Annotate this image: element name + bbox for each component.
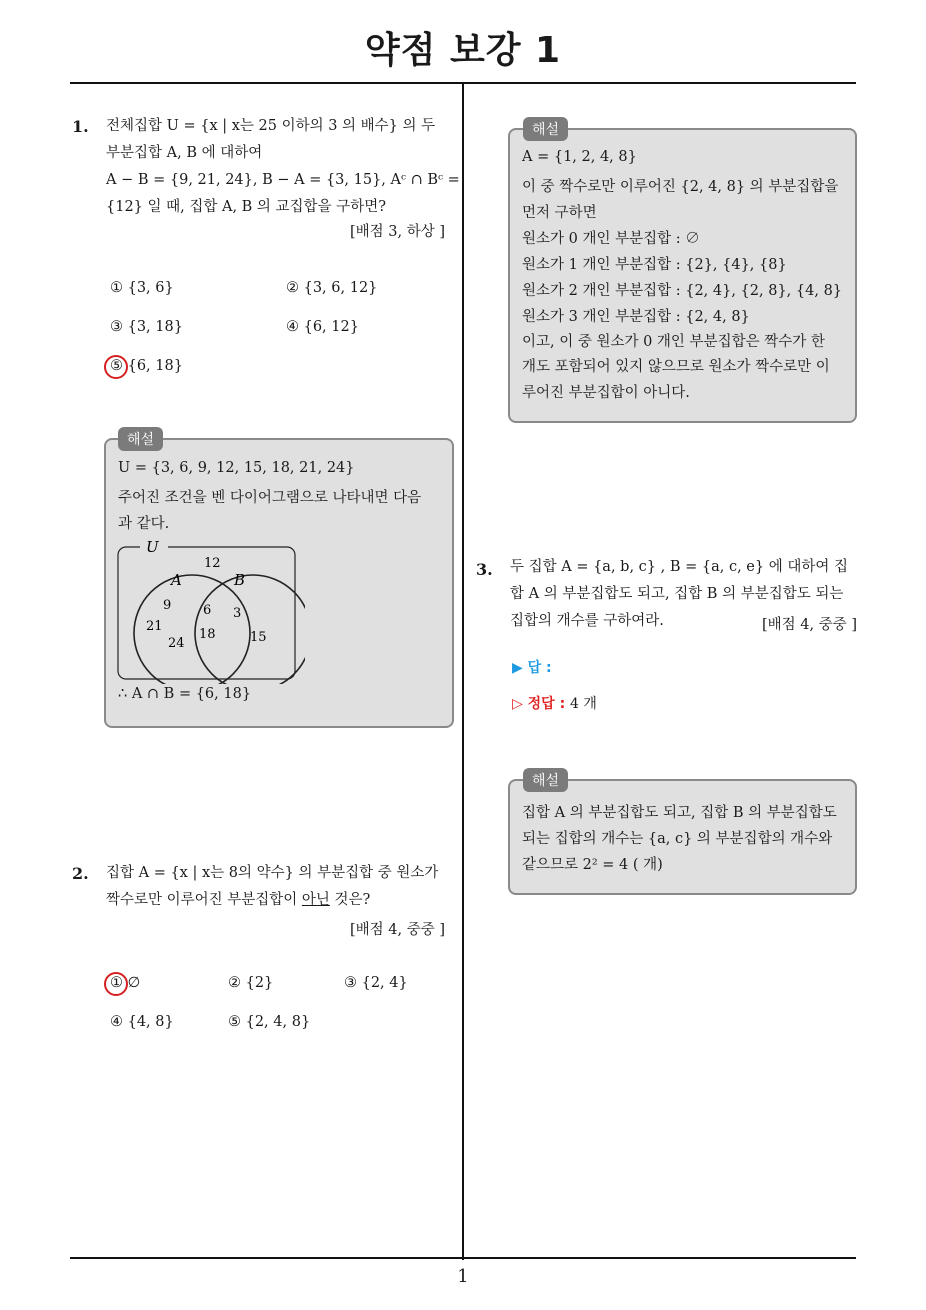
question-2-line-part: 것은? bbox=[329, 892, 371, 908]
q2-solution-label: 해설 bbox=[523, 117, 568, 141]
q1-solution-conclusion: ∴ A ∩ B = {6, 18} bbox=[118, 686, 252, 702]
q1-solution-line: 주어진 조건을 벤 다이어그램으로 나타내면 다음 bbox=[118, 490, 422, 506]
q3-solution-line: 같으므로 2² = 4 ( 개) bbox=[522, 857, 663, 873]
bottom-rule bbox=[70, 1257, 856, 1259]
q2-solution-line: 이고, 이 중 원소가 0 개인 부분집합은 짝수가 한 bbox=[522, 334, 825, 350]
q1-choice-1[interactable]: ① {3, 6} bbox=[110, 280, 174, 296]
q2-solution-line: 원소가 3 개인 부분집합 : {2, 4, 8} bbox=[522, 309, 750, 325]
q2-solution-line: 원소가 0 개인 부분집합 : ∅ bbox=[522, 231, 700, 247]
q2-choice-1[interactable]: ① ∅ bbox=[110, 975, 141, 991]
venn-outside-value: 12 bbox=[204, 556, 221, 571]
q2-answer-circle-mark bbox=[104, 972, 128, 996]
question-1-score: [배점 3, 하상 ] bbox=[350, 224, 446, 240]
q1-solution-line: 과 같다. bbox=[118, 516, 170, 532]
q2-choice-2[interactable]: ② {2} bbox=[228, 975, 274, 991]
question-2-score: [배점 4, 중중 ] bbox=[350, 922, 446, 938]
q1-choice-5[interactable]: ⑤ {6, 18} bbox=[110, 358, 183, 374]
question-1-line: 전체집합 U = {x | x는 25 이하의 3 의 배수} 의 두 bbox=[106, 118, 436, 134]
q2-solution-line: 먼저 구하면 bbox=[522, 205, 597, 221]
venn-both-value: 18 bbox=[199, 627, 216, 642]
question-3-number: 3. bbox=[476, 560, 493, 579]
q3-solution-line: 되는 집합의 개수는 {a, c} 의 부분집합의 개수와 bbox=[522, 831, 833, 847]
venn-a-only-value: 21 bbox=[146, 619, 163, 634]
question-2-line bbox=[106, 887, 458, 914]
question-3-score: [배점 4, 중중 ] bbox=[762, 617, 858, 633]
venn-a-only-value: 24 bbox=[168, 636, 185, 651]
answer-input-label: ▶ 답 : bbox=[512, 660, 552, 676]
question-1-line: {12} 일 때, 집합 A, B 의 교집합을 구하면? bbox=[106, 199, 386, 215]
venn-both-value: 6 bbox=[203, 603, 212, 618]
question-1-number: 1. bbox=[72, 117, 89, 136]
q2-solution-line: 원소가 1 개인 부분집합 : {2}, {4}, {8} bbox=[522, 257, 787, 273]
page-number: 1 bbox=[457, 1266, 469, 1287]
q2-solution-line: A = {1, 2, 4, 8} bbox=[522, 149, 637, 165]
q2-solution-line: 이 중 짝수로만 이루어진 {2, 4, 8} 의 부분집합을 bbox=[522, 179, 839, 195]
venn-universe-label: U bbox=[146, 538, 159, 556]
venn-diagram bbox=[110, 534, 305, 684]
q1-choice-4[interactable]: ④ {6, 12} bbox=[286, 319, 359, 335]
column-divider bbox=[462, 84, 464, 1260]
question-2-text bbox=[106, 860, 458, 914]
question-2-underlined-word: 아닌 bbox=[301, 892, 330, 908]
q3-solution-line: 집합 A 의 부분집합도 되고, 집합 B 의 부분집합도 bbox=[522, 805, 837, 821]
correct-answer-row bbox=[512, 693, 597, 713]
correct-answer-label: ▷ 정답 : bbox=[512, 696, 566, 712]
question-3-line: 두 집합 A = {a, b, c} , B = {a, c, e} 에 대하여 집 bbox=[510, 559, 848, 575]
question-2-line-part: 짝수로만 이루어진 부분집합이 bbox=[106, 892, 302, 908]
question-1-line: 부분집합 A, B 에 대하여 bbox=[106, 145, 263, 161]
correct-answer-value: 4 개 bbox=[570, 696, 597, 712]
q1-solution-label: 해설 bbox=[118, 427, 163, 451]
venn-set-a-label: A bbox=[171, 571, 182, 589]
q2-solution-line: 루어진 부분집합이 아니다. bbox=[522, 385, 690, 401]
question-3-line: 합 A 의 부분집합도 되고, 집합 B 의 부분집합도 되는 bbox=[510, 586, 844, 602]
venn-b-only-value: 15 bbox=[250, 630, 267, 645]
venn-b-only-value: 3 bbox=[233, 606, 242, 621]
q3-solution-label: 해설 bbox=[523, 768, 568, 792]
page-title: 약점 보강 1 bbox=[364, 30, 562, 71]
question-1-text bbox=[106, 113, 458, 221]
q2-choice-5[interactable]: ⑤ {2, 4, 8} bbox=[228, 1014, 311, 1030]
q2-choice-4[interactable]: ④ {4, 8} bbox=[110, 1014, 174, 1030]
q1-choice-3[interactable]: ③ {3, 18} bbox=[110, 319, 183, 335]
venn-a-only-value: 9 bbox=[163, 598, 172, 613]
q1-choice-2[interactable]: ② {3, 6, 12} bbox=[286, 280, 378, 296]
q1-solution-line: U = {3, 6, 9, 12, 15, 18, 21, 24} bbox=[118, 460, 355, 476]
q1-answer-circle-mark bbox=[104, 355, 128, 379]
question-2-number: 2. bbox=[72, 864, 89, 883]
venn-set-b-label: B bbox=[234, 571, 246, 589]
question-1-line: A − B = {9, 21, 24}, B − A = {3, 15}, Aᶜ ∩ Bᶜ = bbox=[106, 172, 460, 188]
question-2-line: 집합 A = {x | x는 8의 약수} 의 부분집합 중 원소가 bbox=[106, 865, 439, 881]
question-3-line: 집합의 개수를 구하여라. bbox=[510, 613, 664, 629]
q2-solution-line: 개도 포함되어 있지 않으므로 원소가 짝수로만 이 bbox=[522, 359, 830, 375]
q2-solution-box bbox=[508, 128, 857, 423]
q2-choice-3[interactable]: ③ {2, 4} bbox=[344, 975, 408, 991]
q2-solution-line: 원소가 2 개인 부분집합 : {2, 4}, {2, 8}, {4, 8} bbox=[522, 283, 843, 299]
